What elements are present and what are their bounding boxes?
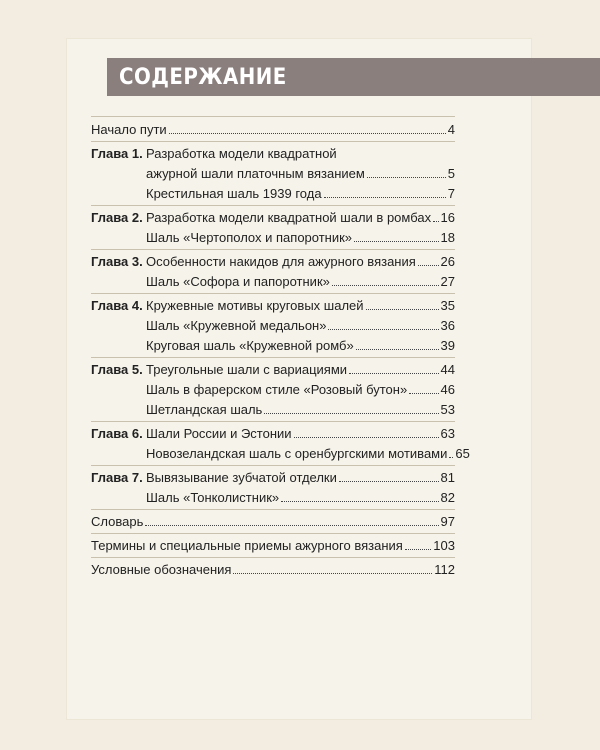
toc-entry-intro[interactable] [91,118,455,138]
toc-entry-chapter-5[interactable] [91,358,455,378]
dot-leader [356,349,439,350]
toc-entry-text: Шетландская шаль [146,402,263,417]
dot-leader [339,481,439,482]
dot-leader [328,329,438,330]
dot-leader [294,437,439,438]
toc-entry-chapter-3-sub-1[interactable] [91,270,455,290]
dot-leader [324,197,446,198]
toc-entry-text: Шаль «Чертополох и папоротник» [146,230,353,245]
toc-entry-chapter-4-sub-2[interactable] [91,334,455,354]
toc-entry-chapter-7[interactable] [91,466,455,486]
dot-leader [366,309,439,310]
toc-page-number: 7 [447,186,455,201]
toc-entry-chapter-1-cont[interactable] [91,162,455,182]
dot-leader [367,177,446,178]
dot-leader [145,525,438,526]
dot-leader [433,221,438,222]
toc-entry-text: Вывязывание зубчатой отделки [146,470,337,485]
toc-entry-text: Кружевные мотивы круговых шалей [146,298,364,313]
toc-entry-chapter-4[interactable] [91,294,455,314]
toc-page-number: 16 [440,210,455,225]
dot-leader [354,241,438,242]
toc-page-number: 53 [440,402,455,417]
toc-page-number: 35 [440,298,455,313]
toc-entry-text: Термины и специальные приемы ажурного вязания [91,538,403,553]
toc-page-number: 81 [440,470,455,485]
toc-page-number: 5 [447,166,455,181]
toc-page-number: 4 [447,122,455,137]
section-banner [107,58,600,96]
chapter-number: Глава 7. [91,470,143,485]
toc-page-number: 27 [440,274,455,289]
dot-leader [332,285,439,286]
toc-entry-chapter-6[interactable] [91,422,455,442]
toc-page-number: 44 [440,362,455,377]
toc-page-number: 112 [434,562,455,577]
toc-entry-text: Начало пути [91,122,167,137]
toc-entry-chapter-1-sub-1[interactable] [91,182,455,202]
toc-entry-text: Шаль в фарерском стиле «Розовый бутон» [146,382,408,397]
toc-page-number: 39 [440,338,455,353]
dot-leader [264,413,438,414]
chapter-number: Глава 1. [91,146,143,161]
toc-entry-text: Словарь [91,514,144,529]
toc-entry-text: Разработка модели квадратной шали в ромбах [146,210,432,225]
toc-entry-text: Круговая шаль «Кружевной ромб» [146,338,354,353]
toc-entry-text: Крестильная шаль 1939 года [146,186,322,201]
toc-entry-chapter-2-sub-1[interactable] [91,226,455,246]
toc-entry-text: Шали России и Эстонии [146,426,292,441]
toc-entry-text: ажурной шали платочным вязанием [146,166,365,181]
chapter-number: Глава 3. [91,254,143,269]
toc-entry-chapter-5-sub-2[interactable] [91,398,455,418]
dot-leader [409,393,438,394]
dot-leader [281,501,438,502]
dot-leader [349,373,438,374]
toc-entry-chapter-5-sub-1[interactable] [91,378,455,398]
toc-entry-chapter-4-sub-1[interactable] [91,314,455,334]
chapter-number: Глава 5. [91,362,143,377]
page-title: СОДЕРЖАНИЕ [119,65,287,90]
toc-entry-text: Шаль «Кружевной медальон» [146,318,327,333]
toc-page-number: 46 [440,382,455,397]
dot-leader [233,573,432,574]
dot-leader [418,265,439,266]
toc-entry-chapter-3[interactable] [91,250,455,270]
chapter-number: Глава 4. [91,298,143,313]
toc-entry-glossary[interactable] [91,510,455,530]
toc-entry-chapter-7-sub-1[interactable] [91,486,455,506]
toc-entry-terms[interactable] [91,534,455,554]
toc-page-number: 97 [440,514,455,529]
toc-entry-chapter-1[interactable] [91,142,455,162]
chapter-number: Глава 6. [91,426,143,441]
toc-entry-text: Треугольные шали с вариациями [146,362,348,377]
dot-leader [449,457,453,458]
toc-entry-text: Условные обозначения [91,562,232,577]
toc-entry-text: Шаль «Тонколистник» [146,490,280,505]
toc-page-number: 36 [440,318,455,333]
toc-page-number: 26 [440,254,455,269]
chapter-number: Глава 2. [91,210,143,225]
toc-page-number: 65 [455,446,470,461]
dot-leader [169,133,446,134]
toc-entry-text: Особенности накидов для ажурного вязания [146,254,416,269]
toc-page-number: 63 [440,426,455,441]
toc-entry-text: Шаль «Софора и папоротник» [146,274,330,289]
toc-page-number: 103 [433,538,455,553]
toc-entry-chapter-2[interactable] [91,206,455,226]
toc-entry-text: Разработка модели квадратной [146,146,337,161]
toc-entry-chapter-6-sub-1[interactable] [91,442,470,462]
toc-page-number: 18 [440,230,455,245]
toc-entry-text: Новозеландская шаль с оренбургскими мотивами [146,446,448,461]
toc-page-number: 82 [440,490,455,505]
dot-leader [405,549,432,550]
toc-entry-legend[interactable] [91,558,455,578]
divider [91,116,455,117]
